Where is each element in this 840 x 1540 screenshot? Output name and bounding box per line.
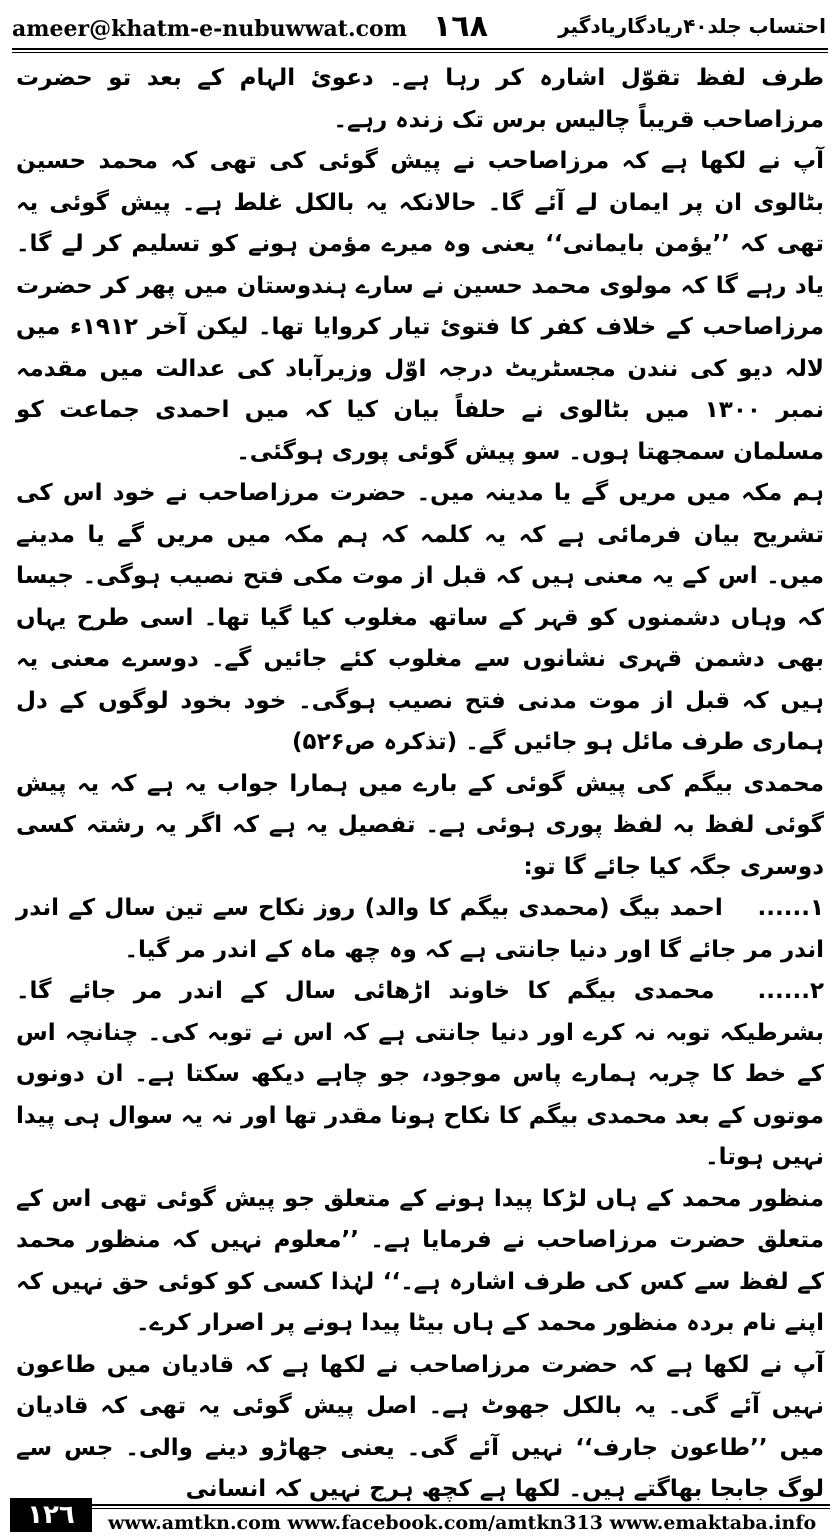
list-item-1-number: ۱......: [757, 895, 824, 921]
header-page-number: ١٦٨: [432, 8, 488, 44]
paragraph-6: آپ نے لکھا ہے کہ حضرت مرزاصاحب نے لکھا ہے کہ قادیان میں طاعون نہیں آئے گی۔ یہ بالکل جھوٹ ہے۔ اصل پیش گوئی یہ تھی کہ قادیان میں ’’طاعون جارف‘‘ نہیں آئے گی۔ یعنی جھاڑو دینے والی۔ جس سے لوگ جابجا بھاگتے ہیں۔ لکھا ہے کچھ ہرج نہیں کہ انسانی: [16, 1351, 824, 1502]
list-item-2-number: ۲......: [757, 978, 824, 1004]
citation: (تذکرہ ص۵۲۶): [292, 729, 458, 755]
list-item-1: [16, 888, 824, 971]
header-email[interactable]: ameer@khatm-e-nubuwwat.com: [12, 15, 407, 42]
footer-page-number: ١٢٦: [10, 1498, 92, 1532]
paragraph-2: آپ نے لکھا ہے کہ مرزاصاحب نے پیش گوئی کی تھی کہ محمد حسین بٹالوی ان پر ایمان لے آئے گا۔ حالانکہ یہ بالکل غلط ہے۔ پیش گوئی یہ تھی کہ ’’یؤمن بایمانی‘‘ یعنی وہ میرے مؤمن ہونے کو تسلیم کر لے گا۔ یاد رہے گا کہ مولوی محمد حسین نے سارے ہندوستان میں پھر کر حضرت مرزاصاحب کے خلاف کفر کا فتوئ تیار کروایا تھا۔ لیکن آخر ۱۹۱۲ء میں لالہ دیو کی نندن مجسٹریٹ درجہ اوّل وزیرآباد کی عدالت میں مقدمہ نمبر ۱۳۰۰ میں بٹالوی نے حلفاً بیان کیا کہ میں احمدی جماعت کو مسلمان سمجھتا ہوں۔ سو پیش گوئی پوری ہوگئی۔: [16, 148, 824, 465]
list-item-2: [16, 971, 824, 1179]
header-book-title: احتساب جلد۴۰ریادگاریادگیر: [558, 14, 826, 38]
footer-divider: [92, 1504, 830, 1506]
header-divider-thin: [12, 52, 828, 53]
paragraph-1: طرف لفظ تقوّل اشارہ کر رہا ہے۔ دعوئ الہام کے بعد تو حضرت مرزاصاحب قریباً چالیس برس تک زندہ رہے۔: [16, 65, 824, 133]
paragraph-3: [16, 473, 824, 764]
paragraph-5: منظور محمد کے ہاں لڑکا پیدا ہونے کے متعلق جو پیش گوئی تھی اس کے متعلق حضرت مرزاصاحب نے فرمایا ہے۔ ’’معلوم نہیں کہ منظور محمد کے لفظ سے کس کی طرف اشارہ ہے۔‘‘ لہٰذا کسی کو کوئی حق نہیں کہ اپنے نام بردہ منظور محمد کے ہاں بیٹا پیدا ہونے پر اصرار کرے۔: [16, 1185, 824, 1336]
paragraph-3-text: ہم مکہ میں مریں گے یا مدینہ میں۔ حضرت مرزاصاحب نے خود اس کی تشریح بیان فرمائی ہے کہ یہ کلمہ کہ ہم مکہ میں مریں گے یا مدینے میں۔ اس کے یہ معنی ہیں کہ قبل از موت مکی فتح نصیب ہوگی۔ جیسا کہ وہاں دشمنوں کو قہر کے ساتھ مغلوب کیا گیا تھا۔ اسی طرح یہاں بھی دشمن قہری نشانوں سے مغلوب کئے جائیں گے۔ دوسرے معنی یہ ہیں کہ قبل از موت مدنی فتح نصیب ہوگی۔ خود بخود لوگوں کے دل ہماری طرف مائل ہو جائیں گے۔: [16, 480, 824, 755]
list-item-1-text: احمد بیگ (محمدی بیگم کا والد) روز نکاح سے تین سال کے اندر اندر مر جائے گا اور دنیا جانتی ہے کہ وہ چھ ماہ کے اندر مر گیا۔: [16, 895, 824, 963]
footer-divider-thin: [92, 1508, 830, 1509]
body-text: [16, 58, 824, 1502]
page-header: [12, 6, 826, 46]
paragraph-4: محمدی بیگم کی پیش گوئی کے بارے میں ہمارا جواب یہ ہے کہ یہ پیش گوئی لفظ بہ لفظ پوری ہوئی ہے۔ تفصیل یہ ہے کہ اگر یہ رشتہ کسی دوسری جگہ کیا جائے گا تو:: [16, 770, 824, 880]
footer-websites[interactable]: www.amtkn.com www.facebook.com/amtkn313 www.emaktaba.info: [108, 1512, 817, 1534]
header-divider: [12, 48, 828, 50]
list-item-2-text: محمدی بیگم کا خاوند اڑھائی سال کے اندر مر جائے گا۔ بشرطیکہ توبہ نہ کرے اور دنیا جانتی ہے کہ اس نے توبہ کی۔ چنانچہ اس کے خط کا چربہ ہمارے پاس موجود، جو چاہے دیکھ سکتا ہے۔ ان دونوں موتوں کے بعد محمدی بیگم کا نکاح ہونا مقدر تھا اور نہ یہ سوال ہی پیدا نہیں ہوتا۔: [16, 978, 824, 1170]
page-footer: [10, 1496, 830, 1536]
header-left: [12, 9, 488, 44]
